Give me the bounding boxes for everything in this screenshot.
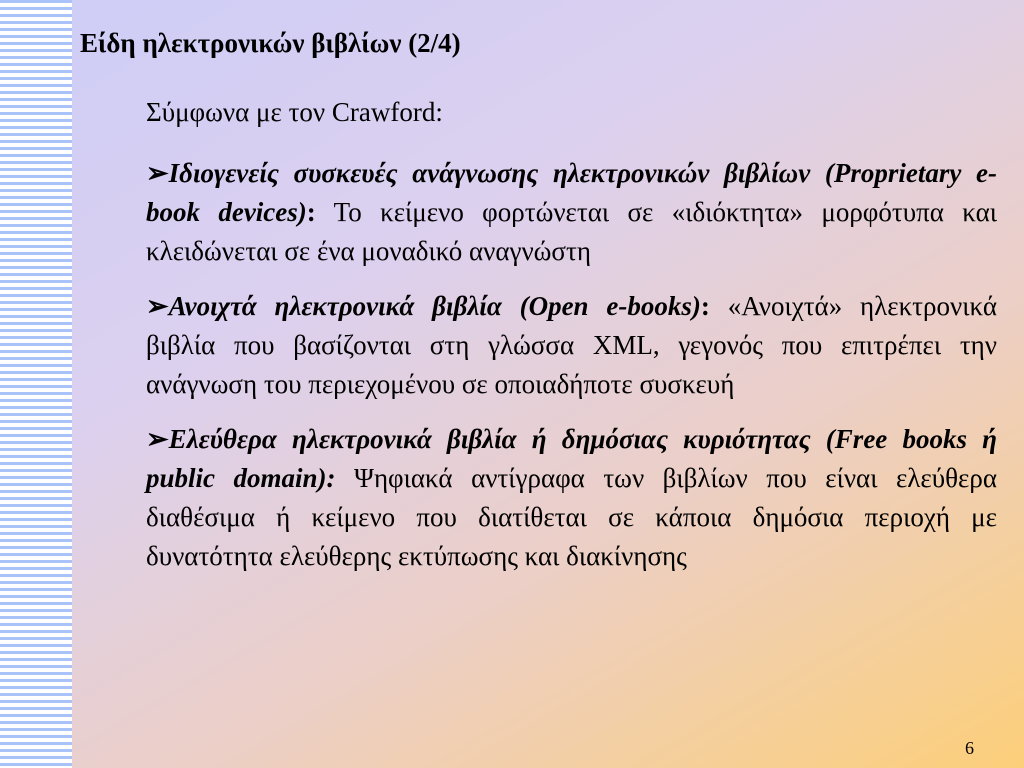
bullet-colon: :	[306, 197, 316, 227]
bullet-item-open	[146, 287, 997, 404]
bullet-term: Ελεύθερα ηλεκτρονικά βιβλία ή δημόσιας κυριότητας (Free books ή public domain):	[146, 424, 997, 493]
arrow-bullet-icon: ➢	[146, 158, 169, 188]
bullet-colon: :	[700, 291, 710, 321]
bullet-item-proprietary	[146, 154, 997, 271]
arrow-bullet-icon: ➢	[146, 291, 169, 321]
bullet-text: Ψηφιακά αντίγραφα των βιβλίων που είναι ελεύθερα διαθέσιμα ή κείμενο που διατίθεται σε κάποια δημόσια περιοχή με δυνατότητα ελεύθερης εκτύπωσης και διακίνησης	[146, 463, 997, 571]
bullet-list	[146, 154, 997, 592]
slide-title: Είδη ηλεκτρονικών βιβλίων (2/4)	[80, 28, 461, 58]
bullet-term: Ιδιογενείς συσκευές ανάγνωσης ηλεκτρονικών βιβλίων (Proprietary e-book devices)	[146, 158, 997, 227]
intro-text: Σύμφωνα με τον Crawford:	[146, 97, 443, 127]
arrow-bullet-icon: ➢	[146, 424, 169, 454]
bullet-text: «Ανοιχτά» ηλεκτρονικά βιβλία που βασίζονται στη γλώσσα XML, γεγονός που επιτρέπει την ανάγνωση του περιεχομένου σε οποιαδήποτε συσκευή	[146, 291, 997, 399]
page-number: 6	[965, 738, 974, 758]
bullet-term: Ανοιχτά ηλεκτρονικά βιβλία (Open e-books)	[168, 291, 701, 321]
bullet-text: Το κείμενο φορτώνεται σε «ιδιόκτητα» μορφότυπα και κλειδώνεται σε ένα μοναδικό αναγνώστη	[146, 197, 997, 266]
bullet-item-free	[146, 420, 997, 576]
decorative-stripes	[0, 0, 72, 768]
